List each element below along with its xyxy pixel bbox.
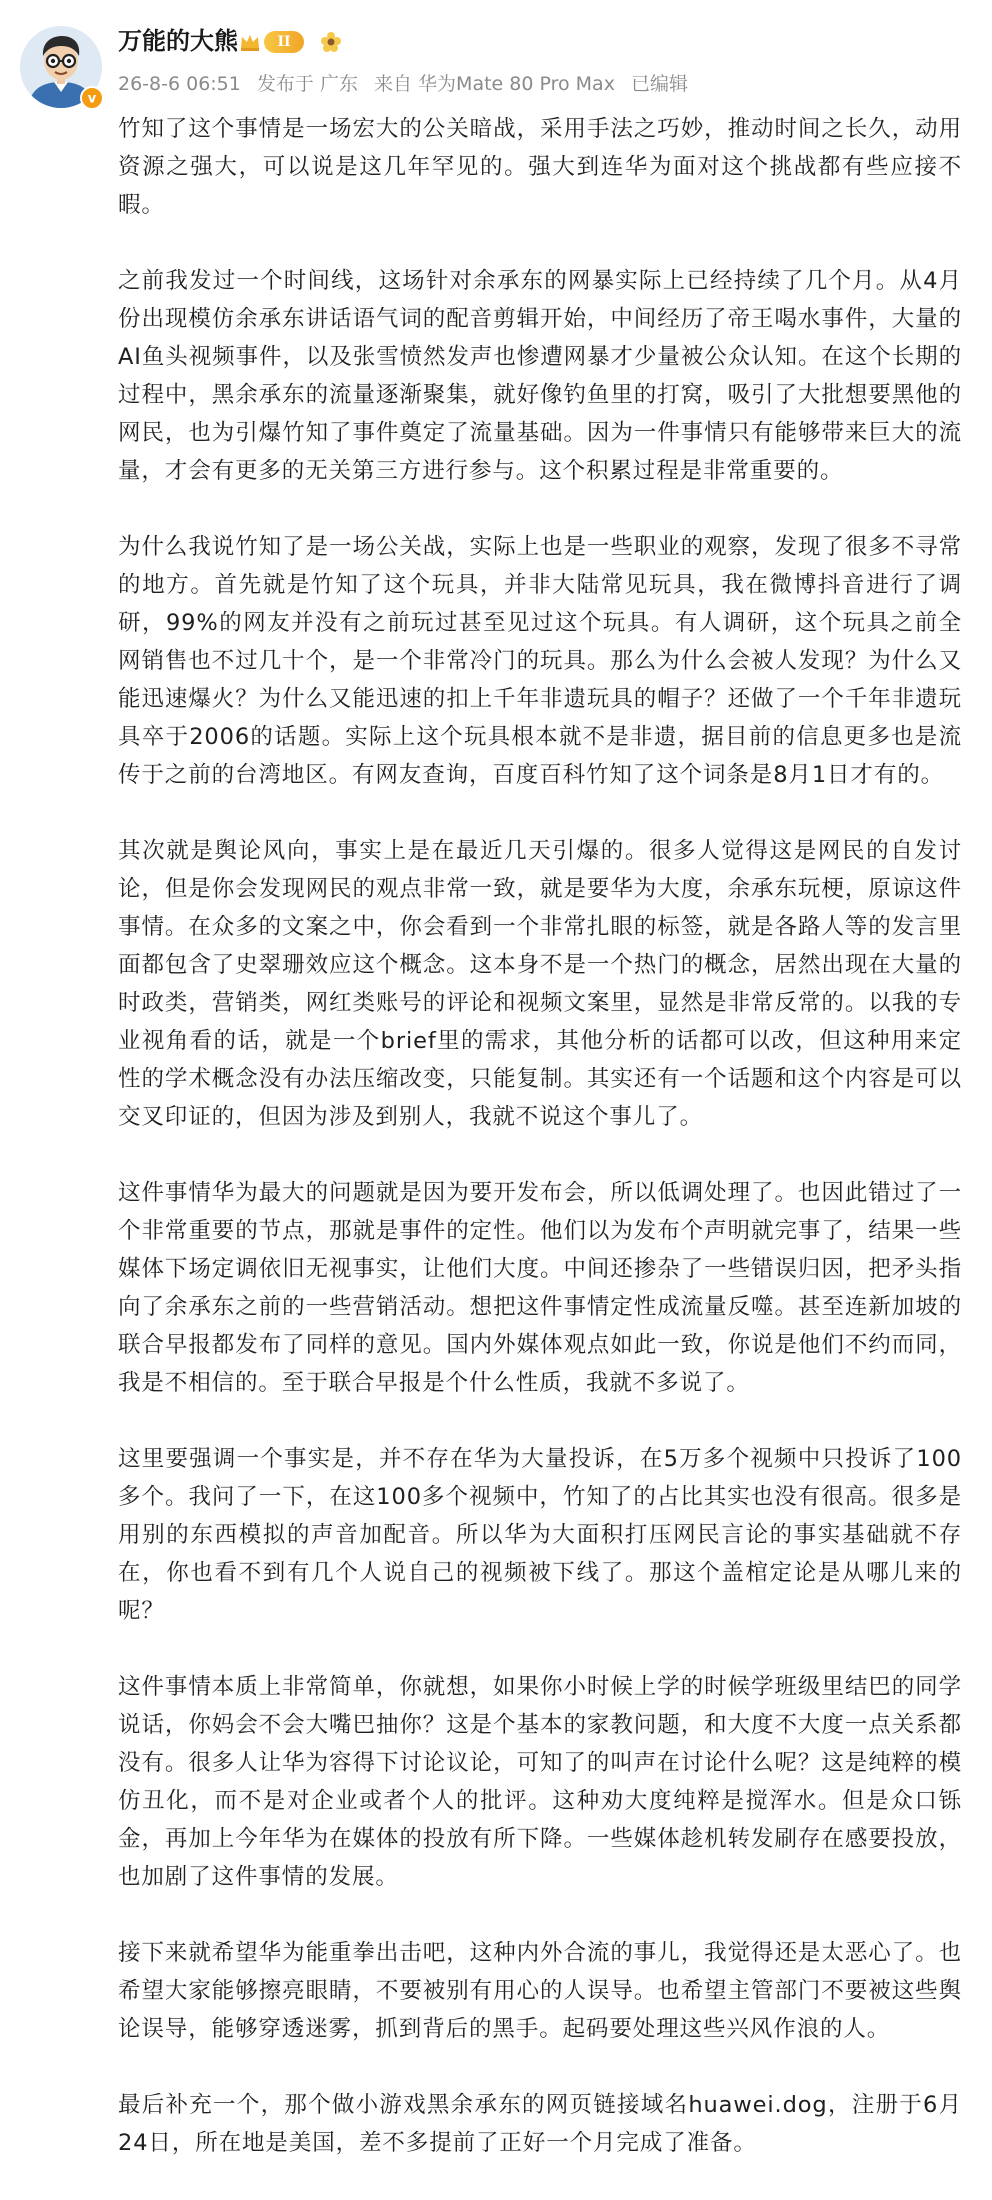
post-paragraph: 为什么我说竹知了是一场公关战，实际上也是一些职业的观察，发现了很多不寻常的地方。首先就是竹知了这个玩具，并非大陆常见玩具，我在微博抖音进行了调研，99%的网友并没有之前玩过甚至见过这个玩具。有人调研，这个玩具之前全网销售也不过几十个，是一个非常冷门的玩具。那么为什么会被人发现？为什么又能迅速爆火？为什么又能迅速的扣上千年非遗玩具的帽子？还做了一个千年非遗玩具卒于2006的话题。实际上这个玩具根本就不是非遗，据目前的信息更多也是流传于之前的台湾地区。有网友查询，百度百科竹知了这个词条是8月1日才有的。 bbox=[118, 534, 962, 788]
svg-text:v: v bbox=[87, 91, 97, 107]
post-paragraph: 这件事情华为最大的问题就是因为要开发布会，所以低调处理了。也因此错过了一个非常重要的节点，那就是事件的定性。他们以为发布个声明就完事了，结果一些媒体下场定调依旧无视事实，让他们大度。中间还掺杂了一些错误归因，把矛头指向了余承东之前的一些营销活动。想把这件事情定性成流量反噬。甚至连新加坡的联合早报都发布了同样的意见。国内外媒体观点如此一致，你说是他们不约而同，我是不相信的。至于联合早报是个什么性质，我就不多说了。 bbox=[118, 1180, 962, 1396]
post-meta bbox=[118, 70, 688, 98]
post-paragraph: 这件事情本质上非常简单，你就想，如果你小时候上学的时候学班级里结巴的同学说话，你妈会不会大嘴巴抽你？这是个基本的家教问题，和大度不大度一点关系都没有。很多人让华为容得下讨论议论，可知了的叫声在讨论什么呢？这是纯粹的模仿丑化，而不是对企业或者个人的批评。这种劝大度纯粹是搅浑水。但是众口铄金，再加上今年华为在媒体的投放有所下降。一些媒体趁机转发刷存在感要投放，也加剧了这件事情的发展。 bbox=[118, 1674, 962, 1890]
post-header bbox=[0, 0, 992, 110]
author-name[interactable]: 万能的大熊 bbox=[118, 27, 238, 55]
post-edited-label[interactable]: 已编辑 bbox=[631, 73, 689, 95]
post-body bbox=[118, 110, 962, 2200]
post-paragraph: 竹知了这个事情是一场宏大的公关暗战，采用手法之巧妙，推动时间之长久，动用资源之强大，可以说是这几年罕见的。强大到连华为面对这个挑战都有些应接不暇。 bbox=[118, 116, 962, 218]
post-date[interactable]: 26-8-6 06:51 bbox=[118, 73, 241, 95]
crown-icon[interactable] bbox=[238, 30, 262, 54]
post-paragraph: 之前我发过一个时间线，这场针对余承东的网暴实际上已经持续了几个月。从4月份出现模仿余承东讲话语气词的配音剪辑开始，中间经历了帝王喝水事件，大量的AI鱼头视频事件，以及张雪愤然发声也惨遭网暴才少量被公众认知。在这个长期的过程中，黑余承东的流量逐渐聚集，就好像钓鱼里的打窝，吸引了大批想要黑他的网民，也为引爆竹知了事件奠定了流量基础。因为一件事情只有能够带来巨大的流量，才会有更多的无关第三方进行参与。这个积累过程是非常重要的。 bbox=[118, 268, 962, 484]
author-badges bbox=[238, 27, 342, 57]
post-paragraph: 其次就是舆论风向，事实上是在最近几天引爆的。很多人觉得这是网民的自发讨论，但是你会发现网民的观点非常一致，就是要华为大度，余承东玩梗，原谅这件事情。在众多的文案之中，你会看到一个非常扎眼的标签，就是各路人等的发言里面都包含了史翠珊效应这个概念。这本身不是一个热门的概念，居然出现在大量的时政类，营销类，网红类账号的评论和视频文案里，显然是非常反常的。以我的专业视角看的话，就是一个brief里的需求，其他分析的话都可以改，但这种用来定性的学术概念没有办法压缩改变，只能复制。其实还有一个话题和这个内容是可以交叉印证的，但因为涉及到别人，我就不说这个事儿了。 bbox=[118, 838, 962, 1130]
post-paragraph: 这里要强调一个事实是，并不存在华为大量投诉，在5万多个视频中只投诉了100多个。我问了一下，在这100多个视频中，竹知了的占比其实也没有很高。很多是用别的东西模拟的声音加配音。所以华为大面积打压网民言论的事实基础就不存在，你也看不到有几个人说自己的视频被下线了。那这个盖棺定论是从哪儿来的呢？ bbox=[118, 1446, 962, 1624]
author-avatar-wrapper[interactable] bbox=[20, 26, 102, 108]
level-badge[interactable]: II bbox=[264, 31, 304, 53]
verified-badge-icon bbox=[80, 86, 104, 110]
post-source[interactable]: 来自 华为Mate 80 Pro Max bbox=[374, 73, 615, 95]
post-location: 发布于 广东 bbox=[256, 73, 358, 95]
flower-icon[interactable] bbox=[320, 31, 342, 53]
post-paragraph: 接下来就希望华为能重拳出击吧，这种内外合流的事儿，我觉得还是太恶心了。也希望大家能够擦亮眼睛，不要被别有用心的人误导。也希望主管部门不要被这些舆论误导，能够穿透迷雾，抓到背后的黑手。起码要处理这些兴风作浪的人。 bbox=[118, 1940, 962, 2042]
post-paragraph: 最后补充一个，那个做小游戏黑余承东的网页链接域名huawei.dog，注册于6月24日，所在地是美国，差不多提前了正好一个月完成了准备。 bbox=[118, 2092, 962, 2156]
